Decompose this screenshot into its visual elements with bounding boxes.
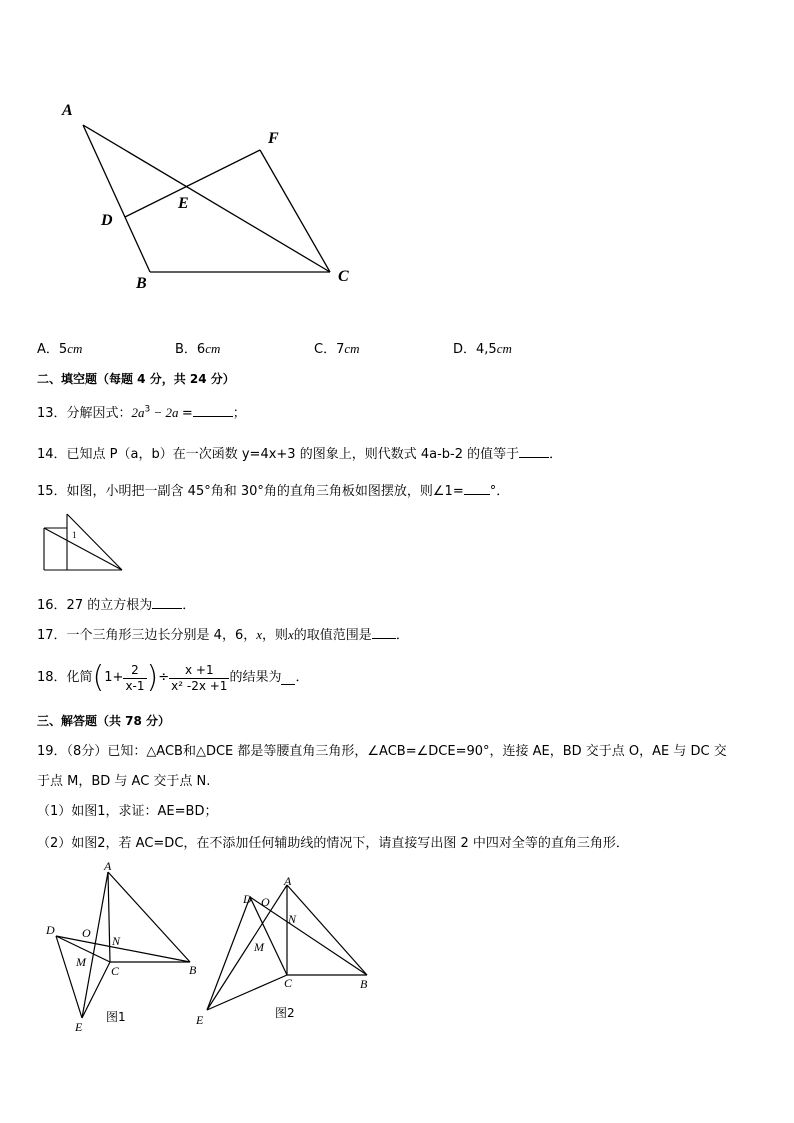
label-B: B bbox=[136, 275, 147, 292]
question-19-line-2: 于点 M，BD 与 AC 交于点 N. bbox=[37, 774, 211, 789]
question-19-part-2: （2）如图2，若 AC=DC，在不添加任何辅助线的情况下，请直接写出图 2 中四对全等的直角三角形． bbox=[37, 836, 629, 851]
fig1-caption: 图1 bbox=[106, 1010, 126, 1024]
fig2-caption: 图2 bbox=[275, 1006, 295, 1020]
fig2-label-M: M bbox=[254, 940, 264, 954]
label-A: A bbox=[62, 102, 73, 119]
option-c: C．7cm bbox=[314, 341, 360, 357]
fig1-label-B: B bbox=[189, 963, 197, 977]
label-F: F bbox=[268, 130, 279, 147]
fig1-label-N: N bbox=[112, 934, 121, 948]
fig2-label-E: E bbox=[196, 1013, 204, 1027]
option-a: A．5cm bbox=[37, 341, 83, 357]
fig1-label-C: C bbox=[111, 964, 120, 978]
label-C: C bbox=[338, 268, 349, 285]
figure-q15 bbox=[30, 508, 140, 578]
question-13: 13．分解因式：$2a^3 - 2a$ = ； bbox=[37, 404, 246, 421]
fig2-label-B: B bbox=[360, 977, 368, 991]
fig2-label-N: N bbox=[288, 912, 297, 926]
figure-2 bbox=[190, 865, 380, 1035]
fig1-label-A: A bbox=[104, 859, 112, 873]
fig1-label-D: D bbox=[46, 923, 55, 937]
question-14: 14．已知点 P（a，b）在一次函数 y=4x+3 的图象上，则代数式 4a-b-2 的值等于 ． bbox=[37, 447, 563, 462]
option-d: D．4,5cm bbox=[453, 341, 512, 357]
section-3-title: 三、解答题（共 78 分） bbox=[37, 714, 171, 728]
fig2-label-C: C bbox=[284, 976, 293, 990]
label-D: D bbox=[101, 212, 113, 229]
figure-top bbox=[0, 0, 794, 300]
fig2-label-D: D bbox=[243, 892, 252, 906]
question-19-line-1: 19．（8分）已知：△ACB和△DCE 都是等腰直角三角形，∠ACB=∠DCE=90°，连接 AE，BD 交于点 O，AE 与 DC 交 bbox=[37, 744, 727, 759]
label-E: E bbox=[178, 195, 189, 212]
question-17: 17．一个三角形三边长分别是 4，6，x，则x的取值范围是 ． bbox=[37, 627, 409, 643]
option-b: B．6cm bbox=[175, 341, 221, 357]
fig1-label-E: E bbox=[75, 1020, 83, 1034]
fig1-label-O: O bbox=[82, 926, 91, 940]
question-15: 15．如图，小明把一副含 45°角和 30°角的直角三角板如图摆放，则∠1= °． bbox=[37, 484, 510, 499]
fig1-label-M: M bbox=[76, 955, 86, 969]
question-16: 16．27 的立方根为 ． bbox=[37, 598, 196, 613]
angle-label-1: 1 bbox=[72, 530, 77, 540]
question-18: 18．化简(1+ $\frac{2}{x-1}$ )÷ $\frac{x +1}{\text{x² -2x +1}}$ 的结果为 ． bbox=[37, 660, 309, 695]
fig2-label-O: O bbox=[261, 895, 270, 909]
question-19-part-1: （1）如图1，求证：AE=BD； bbox=[37, 804, 218, 819]
fig2-label-A: A bbox=[284, 874, 292, 888]
section-2-title: 二、填空题（每题 4 分，共 24 分） bbox=[37, 372, 235, 386]
